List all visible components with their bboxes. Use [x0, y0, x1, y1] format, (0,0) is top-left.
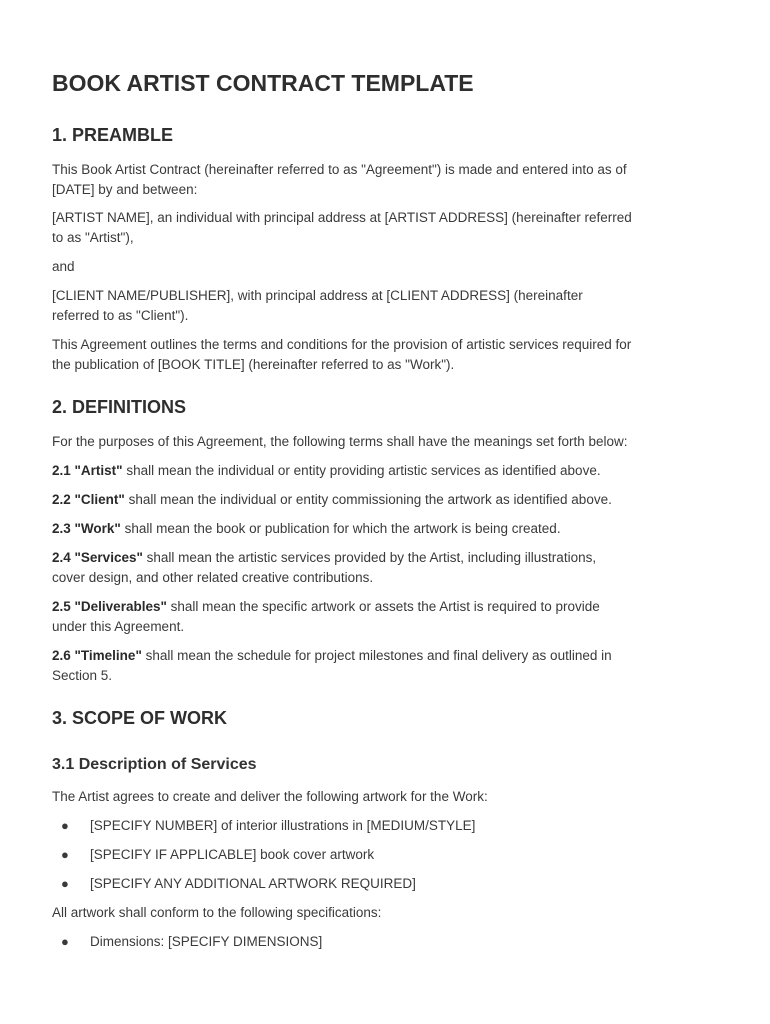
definition-item-deliverables: 2.5 "Deliverables" shall mean the specific artwork or assets the Artist is required to provide under this Agreement. [52, 599, 600, 634]
document-title: BOOK ARTIST CONTRACT TEMPLATE [52, 70, 474, 96]
section-heading-preamble: 1. PREAMBLE [52, 125, 174, 145]
bullet-icon: ● [61, 934, 69, 949]
preamble-paragraph-agreement: This Book Artist Contract (hereinafter referred to as "Agreement") is made and entered into as of [DATE] by and between: [52, 162, 627, 197]
preamble-paragraph-client: [CLIENT NAME/PUBLISHER], with principal address at [CLIENT ADDRESS] (hereinafter referred to as "Client"). [52, 288, 583, 323]
section-heading-definitions: 2. DEFINITIONS [52, 397, 187, 417]
scope-intro: The Artist agrees to create and deliver the following artwork for the Work: [52, 789, 488, 804]
definition-item-client: 2.2 "Client" shall mean the individual or entity commissioning the artwork as identified above. [52, 492, 612, 507]
specifications-intro: All artwork shall conform to the following specifications: [52, 905, 382, 920]
subsection-heading-description-of-services: 3.1 Description of Services [52, 756, 257, 773]
definitions-intro: For the purposes of this Agreement, the following terms shall have the meanings set forth below: [52, 434, 628, 449]
bullet-icon: ● [61, 818, 69, 833]
definition-item-services: 2.4 "Services" shall mean the artistic services provided by the Artist, including illustrations, cover design, and other related creative contributions. [52, 550, 597, 585]
preamble-paragraph-and: and [52, 259, 75, 274]
section-heading-scope-of-work: 3. SCOPE OF WORK [52, 708, 228, 728]
bullet-icon: ● [61, 847, 69, 862]
preamble-paragraph-artist: [ARTIST NAME], an individual with principal address at [ARTIST ADDRESS] (hereinafter referred to as "Artist"), [52, 210, 632, 245]
definition-item-work: 2.3 "Work" shall mean the book or publication for which the artwork is being created. [52, 521, 561, 536]
definition-item-timeline: 2.6 "Timeline" shall mean the schedule for project milestones and final delivery as outlined in Section 5. [52, 648, 612, 683]
definition-item-artist: 2.1 "Artist" shall mean the individual or entity providing artistic services as identified above. [52, 463, 601, 478]
bullet-icon: ● [61, 876, 69, 891]
preamble-paragraph-purpose: This Agreement outlines the terms and conditions for the provision of artistic services required for the publication of [BOOK TITLE] (hereinafter referred to as "Work"). [52, 337, 632, 372]
